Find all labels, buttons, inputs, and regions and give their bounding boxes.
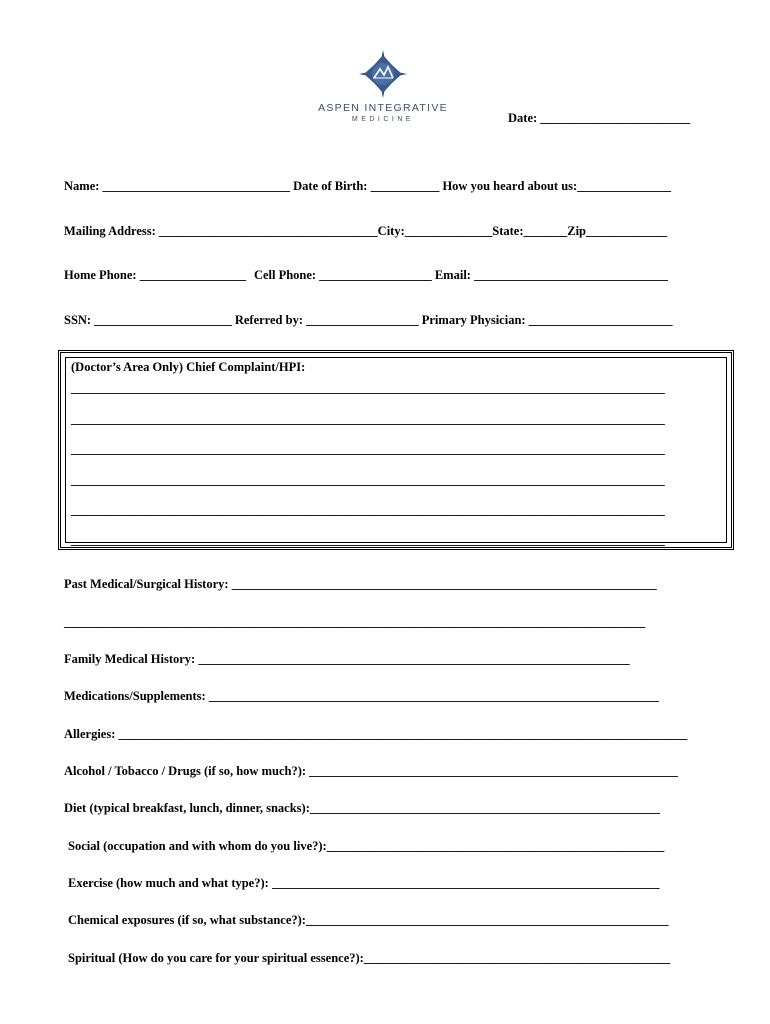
substances-row	[64, 763, 678, 779]
social-field[interactable]: ______________________________________________________	[326, 839, 665, 853]
allergies-row	[64, 726, 687, 742]
medications-row	[64, 688, 659, 704]
logo	[318, 50, 448, 123]
diet-field[interactable]: ________________________________________________________	[309, 801, 660, 815]
medications-label: Medications/Supplements:	[64, 689, 206, 703]
exercise-label: Exercise (how much and what type?):	[68, 876, 269, 890]
ssn-label: SSN:	[64, 313, 92, 327]
hpi-line[interactable]: _______________________________________________________________________________________________	[71, 503, 665, 517]
social-label: Social (occupation and with whom do you live?):	[68, 839, 327, 853]
zip-field[interactable]: _____________	[586, 224, 668, 238]
family-history-row	[64, 651, 630, 667]
ssn-field[interactable]: ______________________	[94, 313, 232, 327]
email-field[interactable]: _______________________________	[474, 268, 668, 282]
diet-label: Diet (typical breakfast, lunch, dinner, snacks):	[64, 801, 310, 815]
substances-field[interactable]: ___________________________________________________________	[309, 764, 678, 778]
address-field[interactable]: ___________________________________	[158, 224, 378, 238]
heard-field[interactable]: _______________	[577, 179, 671, 193]
cell-phone-field[interactable]: __________________	[319, 268, 432, 282]
date-label: Date:	[508, 111, 538, 125]
allergies-field[interactable]: ___________________________________________________________________________________________	[118, 727, 688, 741]
chemical-label: Chemical exposures (if so, what substance?):	[68, 913, 306, 927]
referred-field[interactable]: __________________	[306, 313, 419, 327]
city-field[interactable]: ______________	[404, 224, 493, 238]
phone-email-row	[64, 267, 668, 283]
allergies-label: Allergies:	[64, 727, 116, 741]
logo-name: ASPEN INTEGRATIVE	[318, 102, 448, 114]
compass-star-logo-icon	[359, 50, 407, 98]
exercise-row	[68, 875, 659, 891]
date-row	[508, 110, 690, 126]
hpi-line[interactable]: _______________________________________________________________________________________________	[71, 442, 665, 456]
name-label: Name:	[64, 179, 100, 193]
ssn-referral-row	[64, 312, 672, 328]
family-history-label: Family Medical History:	[64, 652, 196, 666]
hpi-line[interactable]: _______________________________________________________________________________________________	[71, 533, 665, 547]
name-field[interactable]: ______________________________	[102, 179, 291, 193]
past-medical-label: Past Medical/Surgical History:	[64, 577, 229, 591]
hpi-line[interactable]: _______________________________________________________________________________________________	[71, 381, 665, 395]
exercise-field[interactable]: ______________________________________________________________	[271, 876, 660, 890]
address-label: Mailing Address:	[64, 224, 156, 238]
social-row	[68, 838, 664, 854]
diet-row	[64, 800, 660, 816]
dob-field[interactable]: ___________	[370, 179, 440, 193]
family-history-field[interactable]: _____________________________________________________________________	[198, 652, 630, 666]
state-label: State:	[492, 224, 524, 238]
heard-label: How you heard about us:	[442, 179, 578, 193]
city-label: City:	[377, 224, 405, 238]
spiritual-row	[68, 950, 670, 966]
cell-phone-label: Cell Phone:	[253, 268, 317, 282]
past-medical-field-continued[interactable]: _____________________________________________________________________________________________	[64, 615, 646, 629]
home-phone-label: Home Phone:	[64, 268, 137, 282]
physician-field[interactable]: _______________________	[528, 313, 673, 327]
past-medical-row	[64, 576, 657, 592]
logo-subtitle: MEDICINE	[351, 116, 415, 123]
spiritual-label: Spiritual (How do you care for your spiritual essence?):	[68, 951, 364, 965]
physician-label: Primary Physician:	[421, 313, 526, 327]
name-dob-row	[64, 178, 671, 194]
doctor-area-heading: (Doctor’s Area Only) Chief Complaint/HPI:	[71, 360, 306, 374]
zip-label: Zip	[567, 224, 587, 238]
state-field[interactable]: _______	[523, 224, 568, 238]
medications-field[interactable]: ________________________________________________________________________	[208, 689, 659, 703]
past-medical-field[interactable]: ____________________________________________________________________	[231, 577, 657, 591]
chemical-row	[68, 912, 668, 928]
chemical-field[interactable]: __________________________________________________________	[305, 913, 669, 927]
date-field[interactable]: ________________________	[540, 111, 691, 125]
address-row	[64, 223, 667, 239]
email-label: Email:	[434, 268, 471, 282]
spiritual-field[interactable]: _________________________________________________	[363, 951, 671, 965]
dob-label: Date of Birth:	[293, 179, 368, 193]
substances-label: Alcohol / Tobacco / Drugs (if so, how much?):	[64, 764, 307, 778]
home-phone-field[interactable]: _________________	[139, 268, 246, 282]
hpi-line[interactable]: _______________________________________________________________________________________________	[71, 473, 665, 487]
hpi-line[interactable]: _______________________________________________________________________________________________	[71, 412, 665, 426]
referred-label: Referred by:	[234, 313, 303, 327]
